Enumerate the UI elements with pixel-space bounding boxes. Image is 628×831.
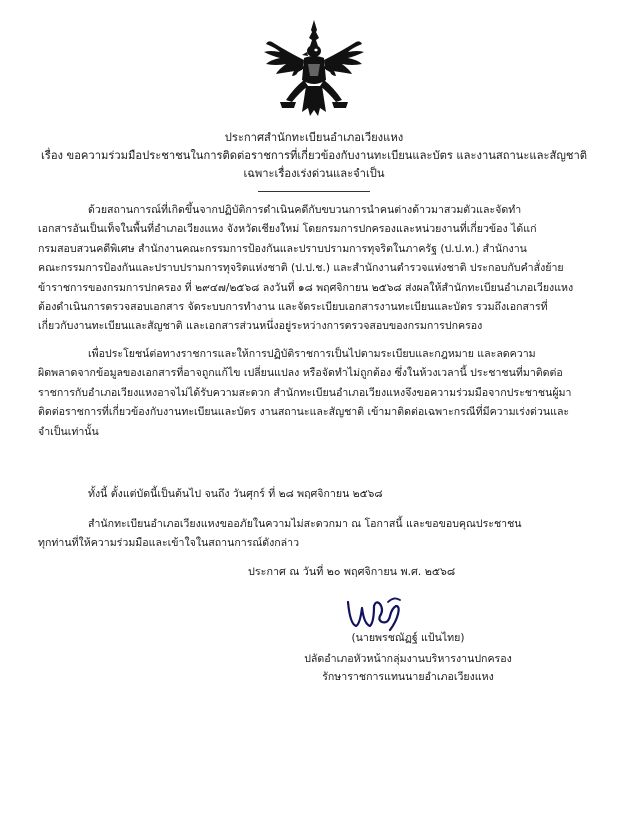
paragraph-line: ต้องดำเนินการตรวจสอบเอกสาร จัดระบบการทำงาน และจัดระเบียบเอกสารงานทะเบียนและบัตร รวมถึงเอกสารที่ [38,301,548,314]
signatory-acting-role: รักษาราชการแทนนายอำเภอเวียงแหง [322,671,494,683]
paragraph-line: สำนักทะเบียนอำเภอเวียงแหงขออภัยในความไม่สะดวกมา ณ โอกาสนี้ และขอขอบคุณประชาชน [88,518,522,530]
paragraph-line: ติดต่อราชการที่เกี่ยวข้องกับงานทะเบียนและบัตร งานสถานะและสัญชาติ เข้ามาติดต่อเฉพาะกรณีที่มีความเร่งด่วนและ [38,406,570,419]
paragraph-line: ราชการกับอำเภอเวียงแหงอาจไม่ได้รับความสะดวก สำนักทะเบียนอำเภอเวียงแหงจึงขอความร่วมมือจากประชาชนผู้มา [38,386,572,399]
paragraph-line: คณะกรรมการป้องกันและปราบปรามการทุจริตแห่งชาติ (ป.ป.ช.) และสำนักงานตำรวจแห่งชาติ ประกอบกับคำสั่งย้าย [38,262,564,275]
announcement-subject-cont: เฉพาะเรื่องเร่งด่วนและจำเป็น [243,167,385,180]
garuda-emblem-icon [258,18,370,120]
paragraph-line: ทั้งนี้ ตั้งแต่บัดนี้เป็นต้นไป จนถึง วันศุกร์ ที่ ๒๘ พฤศจิกายน ๒๕๖๘ [88,488,383,500]
paragraph-line: จำเป็นเท่านั้น [38,425,99,438]
paragraph-line: ด้วยสถานการณ์ที่เกิดขึ้นจากปฏิบัติการดำเนินคดีกับขบวนการนำคนต่างด้าวมาสวมตัวและจัดทำ [88,204,522,216]
title-divider [258,191,370,192]
paragraph-situation [38,201,598,337]
paragraph-line: เกี่ยวกับงานทะเบียนและสัญชาติ และเอกสารส่วนหนึ่งอยู่ระหว่างการตรวจสอบของกรมการปกครอง [38,320,483,333]
paragraph-line: ผิดพลาดจากข้อมูลของเอกสารที่อาจถูกแก้ไข เปลี่ยนแปลง หรือจัดทำไม่ถูกต้อง ซึ่งในห้วงเวลานี้ ประชาชนที่มาติดต่อ [38,367,563,380]
paragraph-apology [38,515,598,554]
paragraph-request [38,345,598,442]
paragraph-line: ข้าราชการของกรมการปกครอง ที่ ๒๙๔๗/๒๕๖๘ ลงวันที่ ๑๘ พฤศจิกายน ๒๕๖๘ ส่งผลให้สำนักทะเบียนอำเภอเวียงแหง [38,281,574,294]
announcement-issuer: ประกาศสำนักทะเบียนอำเภอเวียงแหง [224,131,404,144]
signatory-position: ปลัดอำเภอหัวหน้ากลุ่มงานบริหารงานปกครอง [304,653,512,665]
announcement-date: ประกาศ ณ วันที่ ๒๐ พฤศจิกายน พ.ศ. ๒๕๖๘ [248,565,456,578]
handwritten-signature-icon [344,594,406,634]
paragraph-line: กรมสอบสวนคดีพิเศษ สำนักงานคณะกรรมการป้องกันและปราบปรามการทุจริตในภาครัฐ (ป.ป.ท.) สำนักงาน [38,242,527,255]
paragraph-period [38,485,598,504]
paragraph-line: ทุกท่านที่ให้ความร่วมมือและเข้าใจในสถานการณ์ดังกล่าว [38,537,300,550]
signatory-name: (นายพรชณัฏฐ์ แป้นไทย) [351,632,465,644]
paragraph-line: เอกสารอันเป็นเท็จในพื้นที่อำเภอเวียงแหง จังหวัดเชียงใหม่ โดยกรมการปกครองและหน่วยงานที่เกี่ยวข้อง ได้แก่ [38,223,537,236]
paragraph-line: เพื่อประโยชน์ต่อทางราชการและให้การปฏิบัติราชการเป็นไปตามระเบียบและกฎหมาย และลดความ [88,348,536,360]
announcement-subject: เรื่อง ขอความร่วมมือประชาชนในการติดต่อราชการที่เกี่ยวข้องกับงานทะเบียนและบัตร และงานสถานะและสัญชาติ [40,149,587,162]
